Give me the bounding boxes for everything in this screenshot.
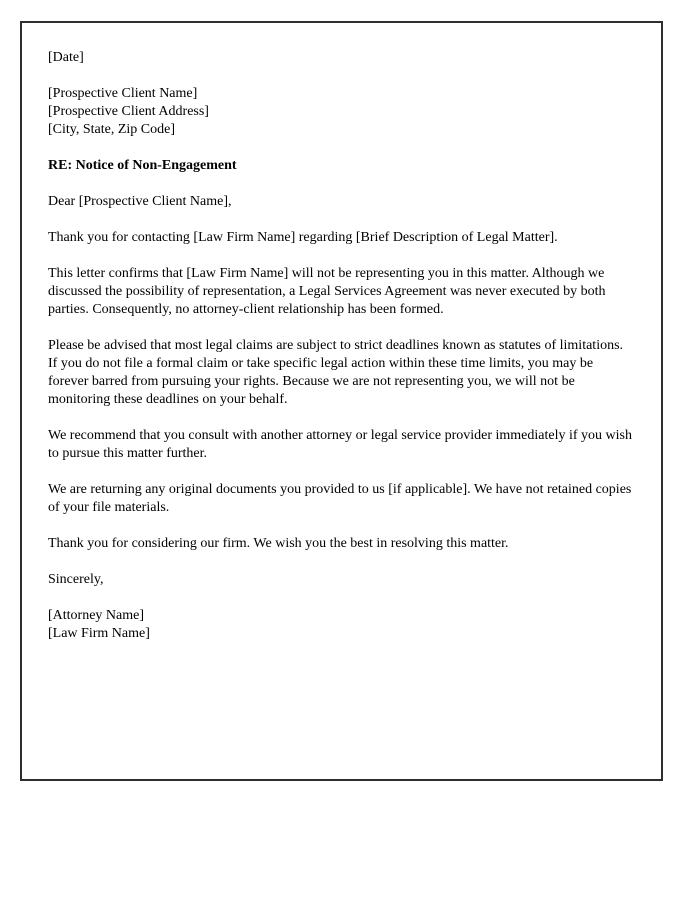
letter-body bbox=[48, 49, 635, 643]
paragraph-recommend-other-counsel: We recommend that you consult with another attorney or legal service provider immediately if you wish to pursue this matter further. bbox=[48, 428, 632, 461]
paragraph-thank-you-contact: Thank you for contacting [Law Firm Name] regarding [Brief Description of Legal Matter]. bbox=[48, 230, 558, 245]
law-firm-name-line: [Law Firm Name] bbox=[48, 626, 150, 641]
letter-frame bbox=[20, 21, 663, 781]
paragraph-returning-documents: We are returning any original documents you provided to us [if applicable]. We have not retained copies of your file materials. bbox=[48, 482, 632, 515]
signature-block bbox=[48, 607, 635, 643]
paragraph-statutes-of-limitations: Please be advised that most legal claims are subject to strict deadlines known as statutes of limitations. If you do not file a formal claim or take specific legal action within these time limits, you may be forever barred from pursuing your rights. Because we are not representing you, we will not be monitoring these deadlines on your behalf. bbox=[48, 338, 624, 407]
recipient-address-block bbox=[48, 85, 635, 139]
salutation: Dear [Prospective Client Name], bbox=[48, 194, 232, 209]
recipient-address-line: [Prospective Client Address] bbox=[48, 104, 209, 119]
attorney-name-line: [Attorney Name] bbox=[48, 608, 145, 623]
recipient-name-line: [Prospective Client Name] bbox=[48, 86, 198, 101]
subject-line: RE: Notice of Non-Engagement bbox=[48, 158, 237, 173]
date-placeholder: [Date] bbox=[48, 50, 84, 65]
closing: Sincerely, bbox=[48, 572, 104, 587]
paragraph-non-representation: This letter confirms that [Law Firm Name] will not be representing you in this matter. Although we discussed the possibility of representation, a Legal Services Agreement was never executed by both parties. Consequently, no attorney-client relationship has been formed. bbox=[48, 266, 606, 317]
recipient-city-state-zip-line: [City, State, Zip Code] bbox=[48, 122, 176, 137]
paragraph-thank-you-considering: Thank you for considering our firm. We wish you the best in resolving this matter. bbox=[48, 536, 509, 551]
